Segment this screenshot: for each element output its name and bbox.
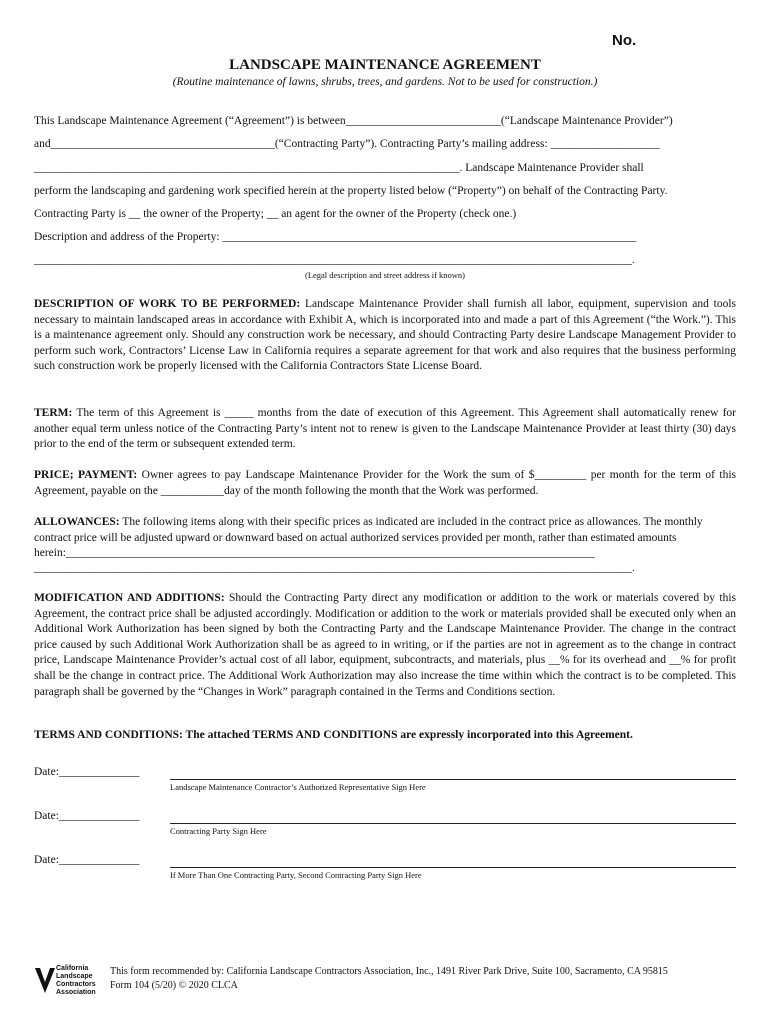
clca-logo-icon xyxy=(34,966,58,996)
intro-line-property: Description and address of the Property: ________________________________________________________________________ xyxy=(34,231,637,243)
description-section xyxy=(34,297,736,375)
intro-line-contracting-party: and_______________________________________(“Contracting Party”). Contracting Party’s mailing address: ___________________ xyxy=(34,138,660,150)
description-heading: DESCRIPTION OF WORK TO BE PERFORMED: xyxy=(34,298,301,310)
price-text: Owner agrees to pay Landscape Maintenance Provider for the Work the sum of $_________ per month for the term of this Agreement, payable on the ___________day of the month following the month that the Work was performed. xyxy=(34,469,737,497)
intro-line-parties: This Landscape Maintenance Agreement (“Agreement”) is between___________________________(“Landscape Maintenance Provider”) xyxy=(34,115,673,127)
description-text: Landscape Maintenance Provider shall furnish all labor, equipment, supervision and tools necessary to maintain landscaped areas in accordance with Exhibit A, which is incorporated into and made a part of this Agreement (“the Work.”). This is a maintenance agreement only. Should any construction work be necessary, and should Contracting Party desire Landscape Management Provider to perform such work, Contractors’ License Law in California requires a separate agreement for that work and also requires that the business performing such construction work be properly licensed with the California Contractors State License Board. xyxy=(34,298,736,373)
footer-recommended: This form recommended by: California Landscape Contractors Association, Inc., 1491 River Park Drive, Suite 100, Sacramento, CA 95815 xyxy=(110,966,668,977)
clca-logo-text xyxy=(56,965,96,997)
modification-section xyxy=(34,591,736,700)
date-field-2[interactable]: Date:______________ xyxy=(34,810,140,822)
intro-line-perform: perform the landscaping and gardening work specified herein at the property listed below (“Property”) on behalf of the Contracting Party. xyxy=(34,185,668,197)
modification-text: Should the Contracting Party direct any modification or addition to the work or materials covered by this Agreement, the contract price shall be adjusted accordingly. Modification or addition to the work or materials provided shall be executed only when an Additional Work Authorization has been signed by both the Contracting Party and the Landscape Maintenance Provider. The change in the contract price caused by such Additional Work Authorization shall be as agreed to in writing, or if the parties are not in agreement as to the change in contract price, Landscape Maintenance Provider’s actual cost of all labor, equipment, subcontracts, and materials, plus __% for its overhead and __% for profit shall be the change in contract price. The Additional Work Authorization may also increase the time within which the contract is to be completed. This paragraph shall be governed by the “Changes in Work” paragraph contained in the Terms and Conditions section. xyxy=(34,592,737,698)
logo-line: Landscape xyxy=(56,973,93,980)
page-subtitle: (Routine maintenance of lawns, shrubs, trees, and gardens. Not to be used for construction.) xyxy=(172,76,598,88)
price-heading: PRICE; PAYMENT: xyxy=(34,469,138,481)
logo-line: Association xyxy=(56,989,96,996)
intro-line-owner-check: Contracting Party is __ the owner of the Property; __ an agent for the owner of the Property (check one.) xyxy=(34,208,517,220)
date-field-3[interactable]: Date:______________ xyxy=(34,854,140,866)
date-field-1[interactable]: Date:______________ xyxy=(34,766,140,778)
signature-caption-3: If More Than One Contracting Party, Second Contracting Party Sign Here xyxy=(170,870,422,880)
form-number-label: No. xyxy=(612,32,637,49)
intro-line-property-2: ________________________________________________________________________________________________________. xyxy=(34,254,635,266)
footer-form-number: Form 104 (5/20) © 2020 CLCA xyxy=(110,980,238,991)
terms-text: The attached TERMS AND CONDITIONS are expressly incorporated into this Agreement. xyxy=(182,729,633,741)
allowances-section xyxy=(34,515,736,562)
allowances-heading: ALLOWANCES: xyxy=(34,516,120,528)
logo-line: Contractors xyxy=(56,981,96,988)
allowances-text: The following items along with their specific prices as indicated are included in the contract price as allowances. The monthly contract price will be adjusted upward or downward based on actual authorized services provided per month, rather than estimated amounts herein:____________________________________________________________________________________________ xyxy=(34,516,703,560)
signature-line-2[interactable] xyxy=(170,823,736,824)
allowances-line-2: ________________________________________________________________________________________________________. xyxy=(34,562,635,574)
page-title: LANDSCAPE MAINTENANCE AGREEMENT xyxy=(229,57,541,73)
term-heading: TERM: xyxy=(34,407,73,419)
signature-caption-1: Landscape Maintenance Contractor’s Authorized Representative Sign Here xyxy=(170,782,426,792)
modification-heading: MODIFICATION AND ADDITIONS: xyxy=(34,592,225,604)
term-text: The term of this Agreement is _____ months from the date of execution of this Agreement. This Agreement shall automatically renew for another equal term unless notice of the Contracting Party’s intent not to renew is given to the Landscape Maintenance Provider at least thirty (30) days prior to the end of the term or subsequent extended term. xyxy=(34,407,736,451)
logo-line: California xyxy=(56,965,89,972)
terms-section xyxy=(34,728,736,744)
signature-line-3[interactable] xyxy=(170,867,736,868)
signature-line-1[interactable] xyxy=(170,779,736,780)
property-caption: (Legal description and street address if known) xyxy=(304,270,466,280)
term-section xyxy=(34,406,736,453)
signature-caption-2: Contracting Party Sign Here xyxy=(170,826,267,836)
price-section xyxy=(34,468,736,499)
terms-heading: TERMS AND CONDITIONS: xyxy=(34,729,183,741)
intro-line-address: __________________________________________________________________________. Landscape Maintenance Provider shall xyxy=(34,162,644,174)
